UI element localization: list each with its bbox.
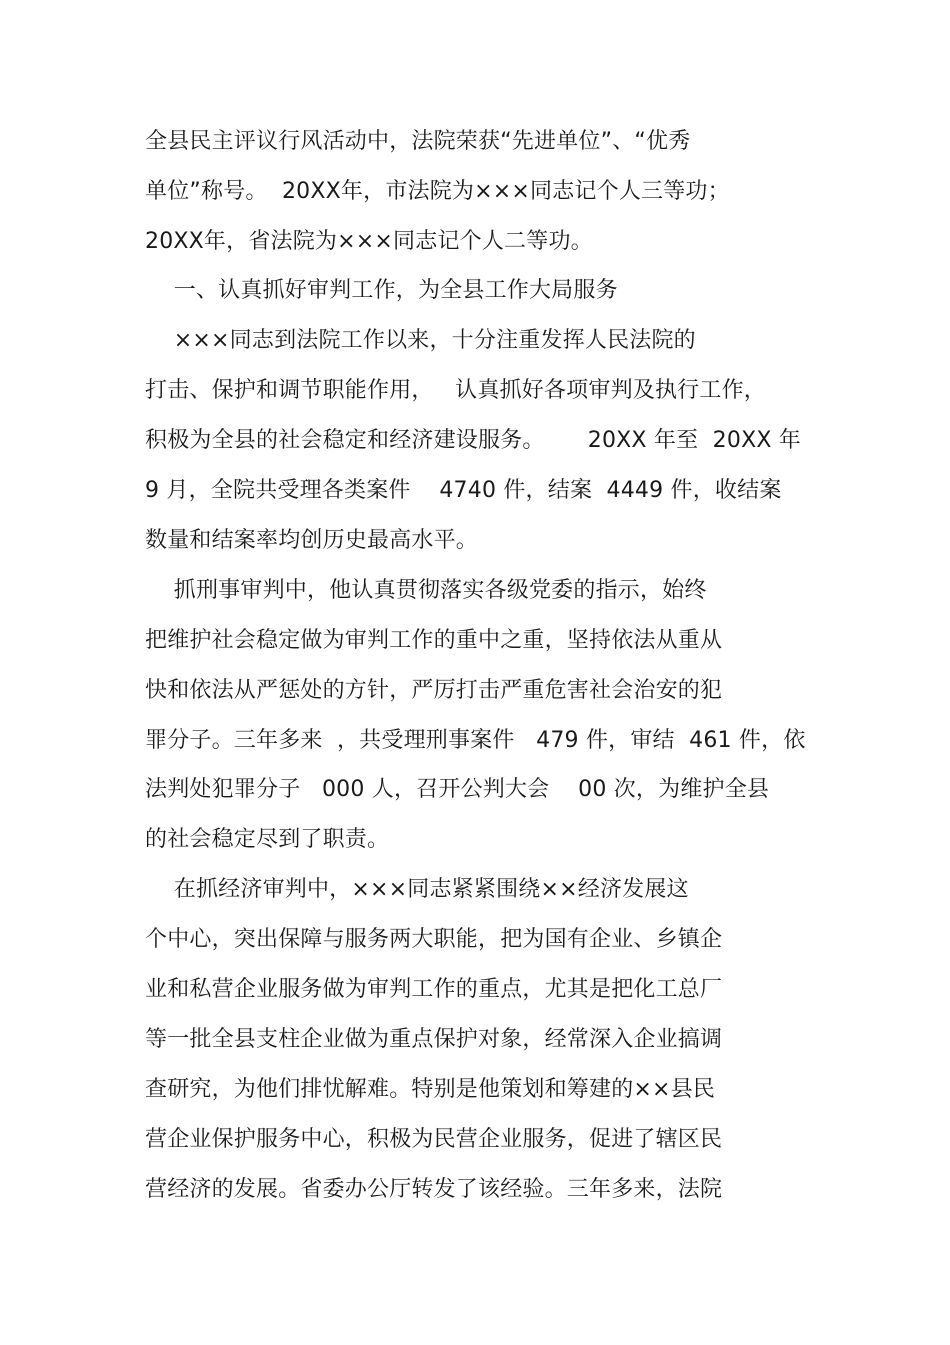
text-line-19: 等一批全县支柱企业做为重点保护对象，经常深入企业搞调 xyxy=(145,1027,723,1052)
text-line-10: 抓刑事审判中，他认真贯彻落实各级党委的指示，始终 xyxy=(145,578,707,603)
text-line-2: 单位”称号。 20XX年，市法院为×××同志记个人三等功； xyxy=(145,179,730,204)
text-line-18: 业和私营企业服务做为审判工作的重点，尤其是把化工总厂 xyxy=(145,977,723,1002)
section-heading: 一、认真抓好审判工作，为全县工作大局服务 xyxy=(145,278,618,303)
text-line-22: 营经济的发展。省委办公厅转发了该经验。三年多来，法院 xyxy=(145,1177,723,1202)
text-line-11: 把维护社会稳定做为审判工作的重中之重，坚持依法从重从 xyxy=(145,628,723,653)
text-line-13: 罪分子。三年多来 ，共受理刑事案件 479 件，审结 461 件，依 xyxy=(145,728,806,753)
text-line-7: 积极为全县的社会稳定和经济建设服务。 20XX 年至 20XX 年 xyxy=(145,428,802,453)
text-line-5: ×××同志到法院工作以来，十分注重发挥人民法院的 xyxy=(145,328,696,353)
text-line-21: 营企业保护服务中心，积极为民营企业服务，促进了辖区民 xyxy=(145,1127,723,1152)
text-line-12: 快和依法从严惩处的方针，严厉打击严重危害社会治安的犯 xyxy=(145,678,723,703)
text-line-1: 全县民主评议行风活动中，法院荣获“先进单位”、“优秀 xyxy=(145,129,691,154)
text-line-6: 打击、保护和调节职能作用， 认真抓好各项审判及执行工作， xyxy=(145,378,766,403)
text-line-14: 法判处犯罪分子 000 人，召开公判大会 00 次，为维护全县 xyxy=(145,777,770,802)
text-line-9: 数量和结案率均创历史最高水平。 xyxy=(145,528,479,553)
text-line-20: 查研究，为他们排忧解难。特别是他策划和筹建的××县民 xyxy=(145,1077,716,1102)
text-line-15: 的社会稳定尽到了职责。 xyxy=(145,827,390,852)
text-line-3: 20XX年，省法院为×××同志记个人二等功。 xyxy=(145,229,593,254)
text-line-16: 在抓经济审判中，×××同志紧紧围绕××经济发展这 xyxy=(145,877,689,902)
text-line-8: 9 月，全院共受理各类案件 4740 件，结案 4449 件，收结案 xyxy=(145,478,782,503)
text-line-17: 个中心，突出保障与服务两大职能，把为国有企业、乡镇企 xyxy=(145,927,723,952)
